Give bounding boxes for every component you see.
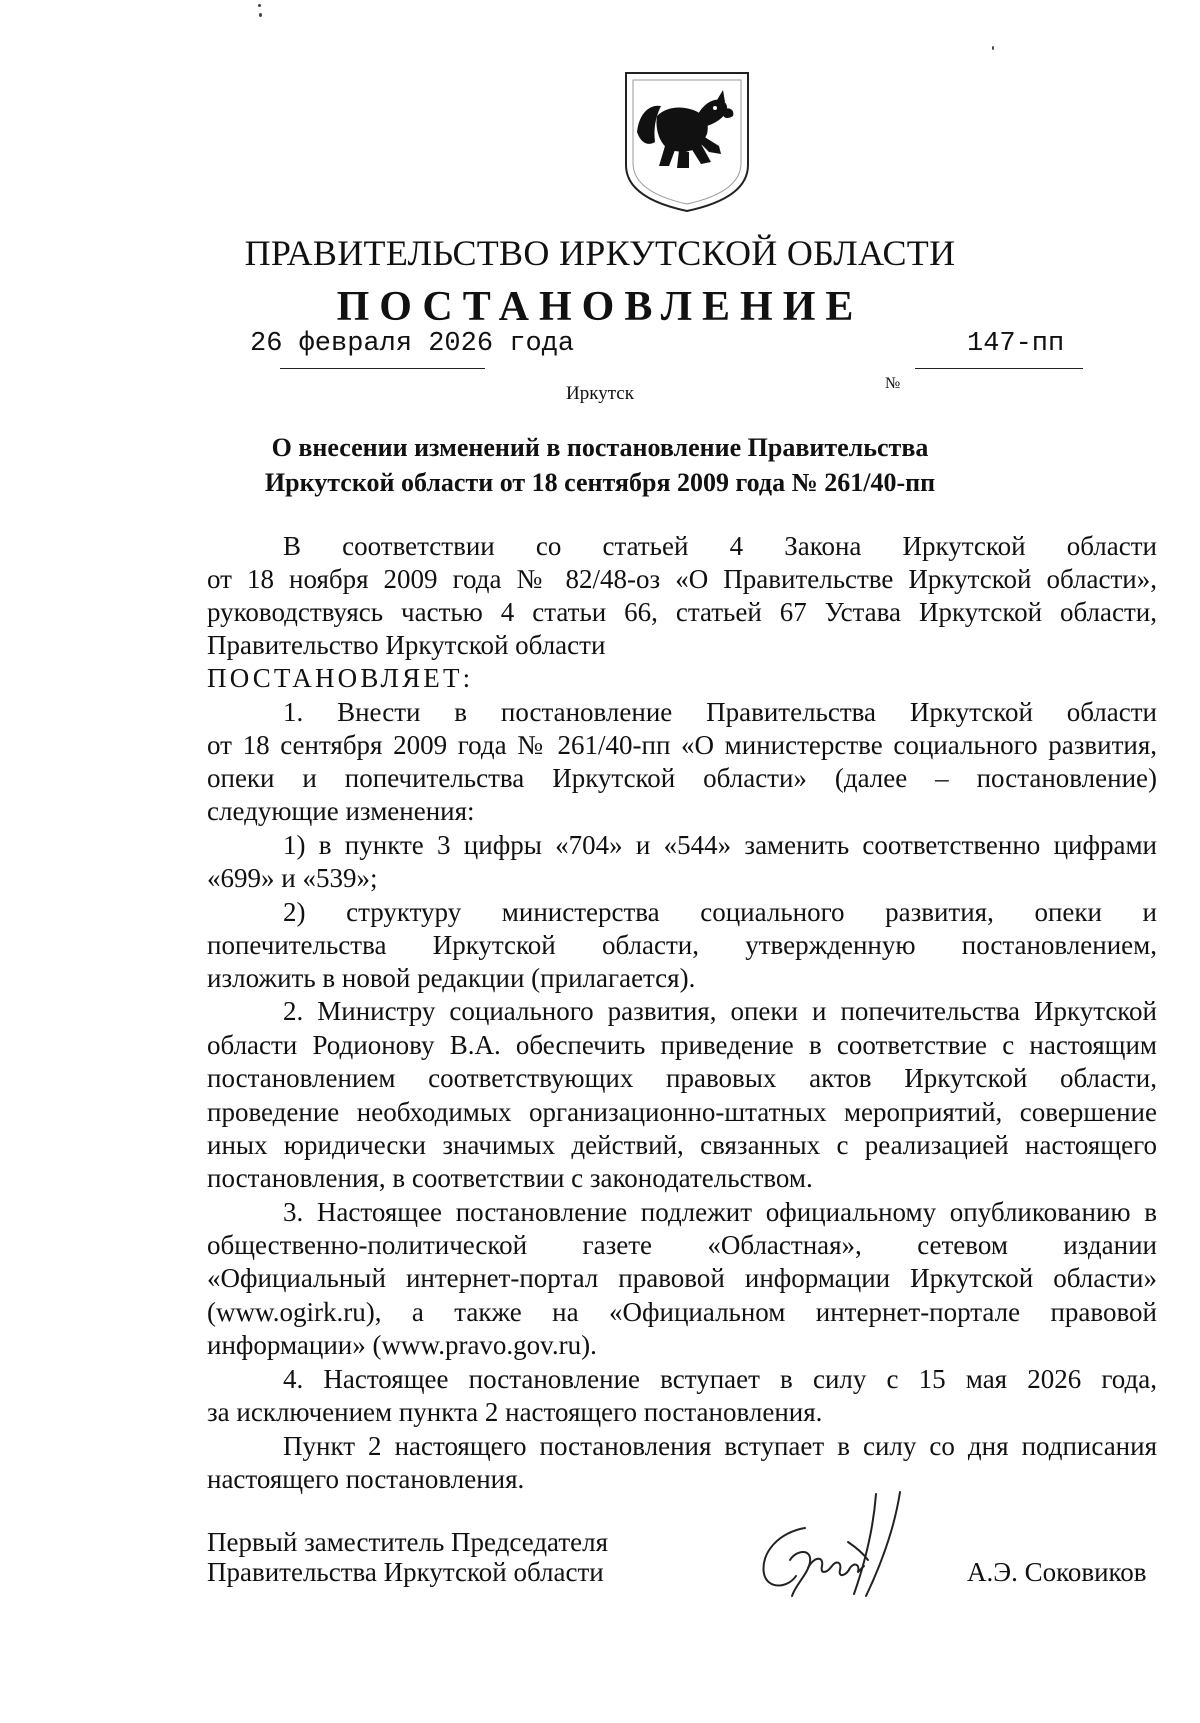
signer-name: А.Э. Соковиков [967, 1557, 1147, 1587]
scan-speck [258, 4, 261, 7]
body-line: «699» и «539»; [207, 863, 378, 893]
coat-of-arms-crest [623, 70, 751, 213]
body-line: 1. Внести в постановление Правительства Иркутской области [283, 697, 1157, 727]
body-line: попечительства Иркутской области, утвержденную постановлением, [207, 930, 1157, 960]
body-line: области Родионову В.А. обеспечить приведение в соответствие с настоящим [207, 1030, 1157, 1060]
body-line: Правительство Иркутской области [207, 630, 606, 660]
body-line: постановлением соответствующих правовых актов Иркутской области, [207, 1063, 1157, 1093]
body-line: за исключением пункта 2 настоящего постановления. [207, 1397, 823, 1427]
body-line: руководствуясь частью 4 статьи 66, статьей 67 Устава Иркутской области, [207, 597, 1157, 627]
body-line: настоящего постановления. [207, 1464, 525, 1494]
body-line: от 18 сентября 2009 года № 261/40-пп «О министерстве социального развития, [207, 730, 1157, 760]
body-line: информации» (www.pravo.gov.ru). [207, 1330, 597, 1360]
body-line: (www.ogirk.ru), а также на «Официальном интернет-портале правовой [207, 1297, 1157, 1327]
body-line: изложить в новой редакции (прилагается). [207, 963, 696, 993]
body-line: общественно-политической газете «Областная», сетевом издании [207, 1230, 1157, 1260]
body-line: «Официальный интернет-портал правовой информации Иркутской области» [207, 1263, 1157, 1293]
scan-speck [259, 13, 262, 17]
body-line: 3. Настоящее постановление подлежит официальному опубликованию в [283, 1197, 1157, 1227]
body-line: иных юридически значимых действий, связанных с реализацией настоящего [207, 1130, 1157, 1160]
resolves-heading: ПОСТАНОВЛЯЕТ: [207, 663, 474, 693]
signer-position: Первый заместитель Председателя [207, 1527, 609, 1557]
document-title-line: Иркутской области от 18 сентября 2009 года № 261/40-пп [264, 468, 936, 497]
city-name: Иркутск [566, 383, 634, 404]
body-line: следующие изменения: [207, 796, 475, 826]
document-date: 26 февраля 2026 года [250, 329, 575, 359]
handwritten-signature [750, 1490, 965, 1605]
body-line: проведение необходимых организационно-штатных мероприятий, совершение [207, 1097, 1157, 1127]
signer-position: Правительства Иркутской области [207, 1557, 604, 1587]
document-type-heading: ПОСТАНОВЛЕНИЕ [336, 284, 864, 330]
body-line: Пункт 2 настоящего постановления вступает в силу со дня подписания [283, 1431, 1157, 1461]
body-line: от 18 ноября 2009 года № 82/48-оз «О Правительстве Иркутской области», [207, 564, 1157, 594]
body-line: 4. Настоящее постановление вступает в силу с 15 мая 2026 года, [283, 1364, 1157, 1394]
document-title-line: О внесении изменений в постановление Правительства [271, 433, 929, 462]
date-underline [280, 368, 485, 369]
scan-speck [992, 46, 994, 50]
document-number: 147-пп [967, 329, 1065, 359]
body-line: опеки и попечительства Иркутской области» (далее – постановление) [207, 763, 1157, 793]
number-underline [915, 368, 1083, 369]
body-line: 1) в пункте 3 цифры «704» и «544» заменить соответственно цифрами [283, 830, 1157, 860]
body-line: В соответствии со статьей 4 Закона Иркутской области [283, 531, 1157, 561]
body-line: 2. Министру социального развития, опеки и попечительства Иркутской [283, 996, 1157, 1026]
body-line: постановления, в соответствии с законодательством. [207, 1163, 813, 1193]
body-line: 2) структуру министерства социального развития, опеки и [283, 897, 1157, 927]
number-sign: № [885, 375, 901, 392]
organization-name: ПРАВИТЕЛЬСТВО ИРКУТСКОЙ ОБЛАСТИ [244, 233, 956, 273]
